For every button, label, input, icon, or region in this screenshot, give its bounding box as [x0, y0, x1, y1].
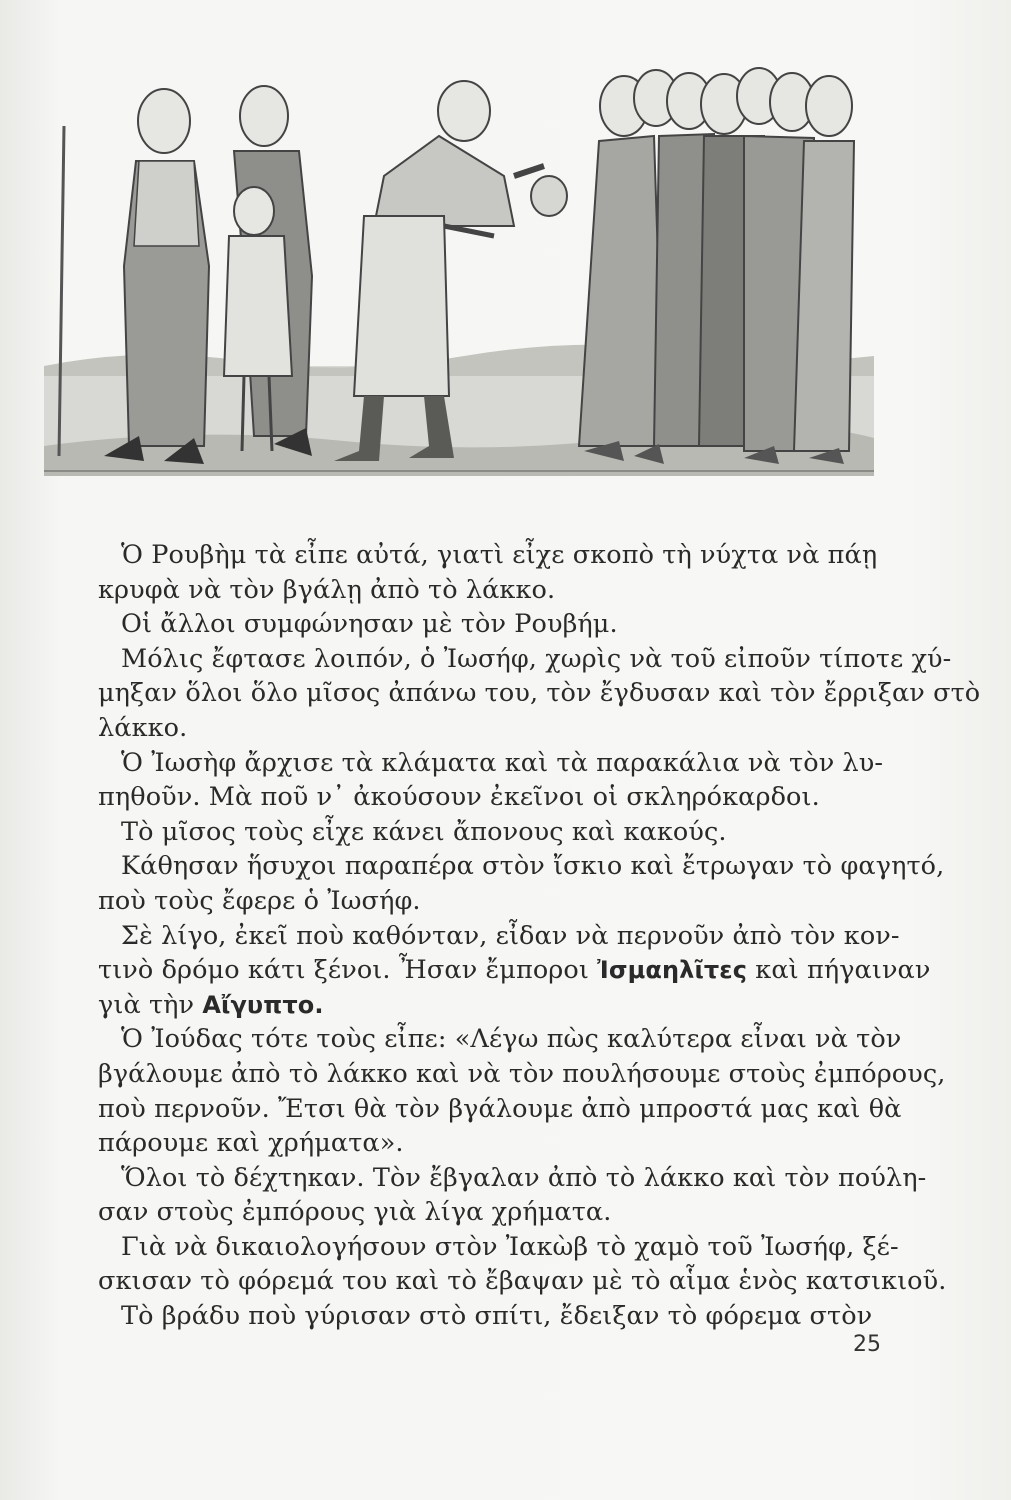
text-line: κρυφὰ νὰ τὸν βγάλῃ ἀπὸ τὸ λάκκο. [98, 574, 556, 605]
text-line: ποὺ τοὺς ἔφερε ὁ Ἰωσήφ. [98, 885, 421, 916]
illustration-joseph-sold [44, 66, 874, 476]
text-line [98, 988, 878, 1023]
text-line: Γιὰ νὰ δικαιολογήσουν στὸν Ἰακὼβ τὸ χαμὸ τοῦ Ἰωσήφ, ξέ- [121, 1231, 899, 1262]
text-line: Οἱ ἄλλοι συμφώνησαν μὲ τὸν Ρουβήμ. [121, 609, 618, 640]
text-line: Ὁ Ἰωσὴφ ἄρχισε τὰ κλάματα καὶ τὰ παρακάλια νὰ τὸν λυ- [121, 747, 884, 778]
text-line: πηθοῦν. Μὰ ποῦ ν᾽ ἀκούσουν ἐκεῖνοι οἱ σκληρόκαρδοι. [98, 782, 820, 813]
text-line: Ὁ Ἰούδας τότε τοὺς εἶπε: «Λέγω πὼς καλύτερα εἶναι νὰ τὸν [121, 1024, 902, 1055]
text-fragment: τινὸ δρόμο κάτι ξένοι. Ἦσαν ἔμποροι [98, 955, 598, 986]
text-line: Σὲ λίγο, ἐκεῖ ποὺ καθόνταν, εἶδαν νὰ περνοῦν ἀπὸ τὸν κον- [121, 920, 900, 951]
illustration-drawing [44, 66, 874, 476]
jug-icon [531, 176, 567, 216]
text-line [98, 953, 931, 988]
text-line: Τὸ βράδυ ποὺ γύρισαν στὸ σπίτι, ἔδειξαν τὸ φόρεμα στὸν [121, 1301, 873, 1332]
text-line: σαν στοὺς ἐμπόρους γιὰ λίγα χρήματα. [98, 1197, 612, 1228]
page-number: 25 [853, 1332, 881, 1357]
text-line: σκισαν τὸ φόρεμά του καὶ τὸ ἔβαψαν μὲ τὸ αἷμα ἑνὸς κατσικιοῦ. [98, 1266, 947, 1297]
ishmaelites-term: Ἰσμαηλῖτες [597, 956, 748, 985]
text-fragment: γιὰ τὴν [98, 989, 203, 1020]
text-line: πάρουμε καὶ χρήματα». [98, 1128, 404, 1159]
text-line: Τὸ μῖσος τοὺς εἶχε κάνει ἄπονους καὶ κακούς. [121, 816, 727, 847]
text-line: λάκκο. [98, 712, 188, 743]
egypt-term: Αἴγυπτο. [202, 990, 324, 1019]
text-line: Κάθησαν ἥσυχοι παραπέρα στὸν ἴσκιο καὶ ἔτρωγαν τὸ φαγητό, [121, 851, 945, 882]
text-line: μηξαν ὅλοι ὅλο μῖσος ἀπάνω του, τὸν ἔγδυσαν καὶ τὸν ἔρριξαν στὸ [98, 678, 981, 709]
text-line: Μόλις ἔφτασε λοιπόν, ὁ Ἰωσήφ, χωρὶς νὰ τοῦ εἰποῦν τίποτε χύ- [121, 643, 952, 674]
text-line: βγάλουμε ἀπὸ τὸ λάκκο καὶ νὰ τὸν πουλήσουμε στοὺς ἐμπόρους, [98, 1058, 946, 1089]
body-text [98, 538, 981, 1334]
text-fragment: καὶ πήγαιναν [747, 955, 931, 986]
text-line: Ὁ Ρουβὴμ τὰ εἶπε αὐτά, γιατὶ εἶχε σκοπὸ τὴ νύχτα νὰ πάῃ [121, 540, 878, 570]
text-line: Ὅλοι τὸ δέχτηκαν. Τὸν ἔβγαλαν ἀπὸ τὸ λάκκο καὶ τὸν πούλη- [121, 1162, 927, 1193]
figure-group-brothers [579, 68, 854, 464]
text-line: ποὺ περνοῦν. Ἔτσι θὰ τὸν βγάλουμε ἀπὸ μπροστά μας καὶ θὰ [98, 1093, 902, 1124]
